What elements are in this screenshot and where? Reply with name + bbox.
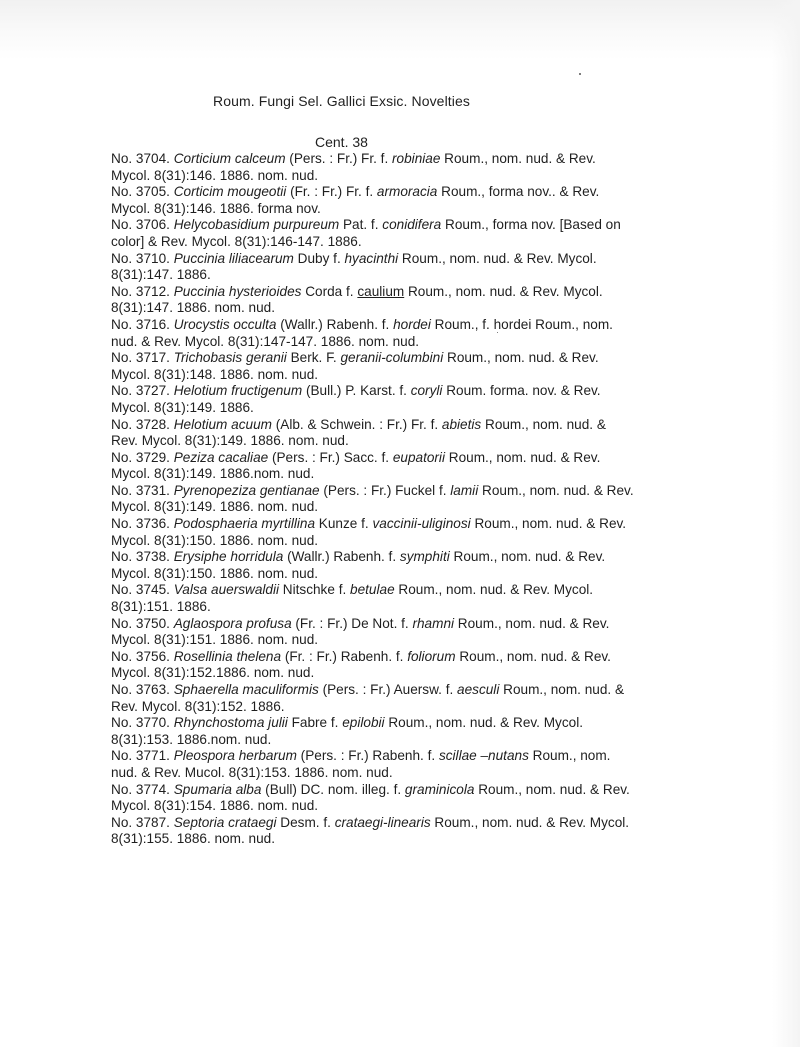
- entry-line-1: [111, 383, 711, 400]
- species-name: Sphaerella maculiformis: [173, 682, 319, 697]
- entry-line-2: Mycol. 8(31):151. 1886. nom. nud.: [111, 632, 319, 648]
- form-name: symphiti: [399, 549, 450, 565]
- form-name: aesculi: [457, 682, 500, 697]
- form-name: betulae: [350, 582, 395, 598]
- form-name: hordei: [393, 316, 431, 332]
- authority-text: Duby f.: [293, 250, 345, 266]
- authority-text: Corda f.: [301, 283, 358, 299]
- authority-text: (Wallr.) Rabenh. f.: [276, 316, 394, 332]
- entry-item: [111, 184, 711, 217]
- entry-number: No. 3710.: [111, 250, 174, 266]
- form-name: eupatorii: [392, 449, 445, 465]
- entry-number: No. 3770.: [111, 715, 174, 731]
- authority-text: Desm. f.: [276, 814, 335, 830]
- entry-item: [111, 582, 711, 615]
- citation-text: Roum., nom. nud. & Rev.: [454, 615, 610, 631]
- species-name: Erysiphe horridula: [173, 549, 284, 565]
- citation-text: Roum., forma nov.. & Rev.: [437, 184, 600, 200]
- citation-text: Roum., nom. nud. & Rev.: [470, 516, 627, 532]
- entry-item: [111, 815, 711, 848]
- species-name: Rosellinia thelena: [173, 648, 282, 664]
- entry-line-1: [111, 582, 711, 599]
- form-name: scillae –nutans: [438, 748, 529, 764]
- scan-shadow-top: [0, 0, 800, 60]
- species-name: Valsa auerswaldii: [173, 582, 280, 598]
- century-heading: Cent. 38: [315, 134, 368, 150]
- entry-line-1: [111, 350, 711, 367]
- form-name: armoracia: [376, 184, 438, 200]
- authority-text: (Alb. & Schwein. : Fr.) Fr. f.: [271, 416, 442, 432]
- entry-number: No. 3731.: [111, 482, 174, 498]
- form-name: abietis: [441, 416, 482, 432]
- form-name: foliorum: [407, 648, 456, 664]
- entry-line-2: 8(31):153. 1886.nom. nud.: [111, 731, 272, 747]
- citation-text: Roum., f. hordei Roum., nom.: [430, 316, 613, 332]
- entry-line-2: Mycol. 8(31):148. 1886. nom. nud.: [111, 366, 319, 382]
- entry-line-1: [111, 815, 711, 832]
- entry-number: No. 3774.: [111, 781, 174, 797]
- entry-number: No. 3729.: [111, 449, 174, 465]
- entry-line-2: Mycol. 8(31):146. 1886. nom. nud.: [111, 167, 319, 183]
- form-name: lamii: [450, 482, 479, 498]
- entry-number: No. 3763.: [111, 682, 174, 697]
- entry-item: [111, 516, 711, 549]
- species-name: Pyrenopeziza gentianae: [173, 482, 320, 498]
- entry-item: [111, 217, 711, 250]
- citation-text: Roum., forma nov. [Based on: [441, 217, 621, 233]
- form-name: conidifera: [382, 217, 442, 233]
- entry-line-1: [111, 516, 711, 533]
- entry-list: [111, 151, 711, 848]
- entry-number: No. 3728.: [111, 416, 174, 432]
- scan-speck: [579, 73, 581, 75]
- entry-line-2: Mycol. 8(31):146. 1886. forma nov.: [111, 200, 321, 216]
- entry-line-2: 8(31):151. 1886.: [111, 599, 211, 615]
- entry-item: [111, 317, 711, 350]
- entry-number: No. 3787.: [111, 814, 174, 830]
- entry-item: [111, 251, 711, 284]
- citation-text: Roum., nom. nud. & Rev. Mycol.: [398, 250, 597, 266]
- entry-number: No. 3745.: [111, 582, 174, 598]
- species-name: Trichobasis geranii: [173, 350, 287, 366]
- authority-text: (Pers. : Fr.) Rabenh. f.: [296, 748, 439, 764]
- species-name: Helotium fructigenum: [173, 383, 303, 399]
- entry-number: No. 3706.: [111, 217, 174, 233]
- form-name: hyacinthi: [344, 250, 399, 266]
- citation-text: Roum., nom. nud. & Rev. Mycol.: [384, 715, 583, 731]
- citation-text: Roum., nom. nud. & Rev.: [444, 449, 601, 465]
- entry-item: [111, 350, 711, 383]
- entry-item: [111, 616, 711, 649]
- species-name: Aglaospora profusa: [173, 615, 292, 631]
- entry-line-1: [111, 417, 711, 434]
- form-name: graminicola: [404, 781, 475, 797]
- citation-text: Roum. forma. nov. & Rev.: [442, 383, 601, 399]
- authority-text: (Pers. : Fr.) Sacc. f.: [268, 449, 393, 465]
- form-name: epilobii: [342, 715, 385, 731]
- entry-item: [111, 682, 711, 715]
- entry-item: [111, 715, 711, 748]
- form-name: coryli: [410, 383, 443, 399]
- entry-number: No. 3738.: [111, 549, 174, 565]
- species-name: Podosphaeria myrtillina: [173, 516, 316, 532]
- citation-text: Roum., nom. nud. & Rev.: [449, 549, 606, 565]
- authority-text: Pat. f.: [339, 217, 383, 233]
- entry-line-1: [111, 682, 711, 699]
- form-name: caulium: [357, 283, 405, 299]
- authority-text: Fabre f.: [287, 715, 343, 731]
- entry-line-1: [111, 782, 711, 799]
- entry-line-2: color] & Rev. Mycol. 8(31):146-147. 1886.: [111, 233, 362, 249]
- citation-text: Roum., nom. nud. & Rev.: [474, 781, 630, 797]
- entry-line-2: Mycol. 8(31):154. 1886. nom. nud.: [111, 798, 319, 814]
- species-name: Corticim mougeotii: [173, 184, 287, 200]
- entry-number: No. 3756.: [111, 648, 174, 664]
- citation-text: Roum., nom. nud. & Rev.: [478, 482, 634, 498]
- citation-text: Roum., nom. nud. & Rev.: [455, 648, 611, 664]
- entry-line-2: 8(31):147. 1886.: [111, 267, 211, 283]
- authority-text: (Fr. : Fr.) Rabenh. f.: [281, 648, 408, 664]
- entry-item: [111, 782, 711, 815]
- authority-text: (Pers. : Fr.) Fuckel f.: [319, 482, 451, 498]
- citation-text: Roum., nom. nud. & Rev.: [440, 151, 596, 166]
- species-name: Urocystis occulta: [173, 316, 277, 332]
- entry-number: No. 3705.: [111, 184, 174, 200]
- document-title: Roum. Fungi Sel. Gallici Exsic. Novelties: [213, 93, 470, 109]
- entry-line-1: [111, 649, 711, 666]
- citation-text: Roum., nom.: [528, 748, 611, 764]
- entry-item: [111, 151, 711, 184]
- authority-text: (Pers. : Fr.) Auersw. f.: [318, 682, 458, 697]
- entry-line-1: [111, 284, 711, 301]
- entry-number: No. 3771.: [111, 748, 174, 764]
- entry-number: No. 3704.: [111, 151, 174, 166]
- species-name: Puccinia liliacearum: [173, 250, 294, 266]
- species-name: Helotium acuum: [173, 416, 272, 432]
- citation-text: Roum., nom. nud. &: [481, 416, 606, 432]
- authority-text: Berk. F.: [286, 350, 341, 366]
- entry-line-2: nud. & Rev. Mycol. 8(31):147-147. 1886. nom. nud.: [111, 333, 420, 349]
- entry-line-2: Mycol. 8(31):150. 1886. nom. nud.: [111, 565, 319, 581]
- species-name: Puccinia hysterioides: [173, 283, 302, 299]
- entry-line-1: [111, 748, 711, 765]
- entry-line-2: Mycol. 8(31):149. 1886.: [111, 399, 254, 415]
- entry-line-1: [111, 616, 711, 633]
- species-name: Peziza cacaliae: [173, 449, 269, 465]
- authority-text: (Fr. : Fr.) Fr. f.: [286, 184, 377, 200]
- entry-line-1: [111, 317, 711, 334]
- entry-number: No. 3736.: [111, 516, 174, 532]
- entry-number: No. 3712.: [111, 283, 174, 299]
- entry-line-2: Rev. Mycol. 8(31):152. 1886.: [111, 698, 285, 714]
- authority-text: Kunze f.: [315, 516, 373, 532]
- scan-shadow-right: [772, 0, 800, 1047]
- entry-item: [111, 383, 711, 416]
- authority-text: (Fr. : Fr.) De Not. f.: [291, 615, 413, 631]
- entry-line-1: [111, 450, 711, 467]
- entry-item: [111, 483, 711, 516]
- species-name: Spumaria alba: [173, 781, 262, 797]
- entry-line-2: Mycol. 8(31):149. 1886. nom. nud.: [111, 499, 319, 515]
- form-name: robiniae: [392, 151, 441, 166]
- citation-text: Roum., nom. nud. & Rev. Mycol.: [430, 814, 630, 830]
- species-name: Corticium calceum: [173, 151, 286, 166]
- entry-item: [111, 450, 711, 483]
- entry-number: No. 3727.: [111, 383, 174, 399]
- species-name: Septoria crataegi: [173, 814, 277, 830]
- citation-text: Roum., nom. nud. & Rev. Mycol.: [404, 283, 603, 299]
- species-name: Pleospora herbarum: [173, 748, 297, 764]
- entry-line-2: Rev. Mycol. 8(31):149. 1886. nom. nud.: [111, 433, 349, 449]
- entry-line-2: nud. & Rev. Mucol. 8(31):153. 1886. nom. nud.: [111, 764, 393, 780]
- entry-line-1: [111, 715, 711, 732]
- entry-line-1: [111, 151, 711, 168]
- entry-item: [111, 748, 711, 781]
- entry-item: [111, 284, 711, 317]
- entry-line-2: Mycol. 8(31):152.1886. nom. nud.: [111, 665, 315, 681]
- authority-text: (Pers. : Fr.) Fr. f.: [285, 151, 393, 166]
- entry-line-1: [111, 184, 711, 201]
- entry-number: No. 3717.: [111, 350, 174, 366]
- entry-number: No. 3750.: [111, 615, 174, 631]
- citation-text: Roum., nom. nud. & Rev. Mycol.: [394, 582, 594, 598]
- entry-number: No. 3716.: [111, 316, 174, 332]
- form-name: crataegi-linearis: [334, 814, 431, 830]
- authority-text: (Bull) DC. nom. illeg. f.: [261, 781, 405, 797]
- entry-line-1: [111, 217, 711, 234]
- entry-line-2: Mycol. 8(31):149. 1886.nom. nud.: [111, 466, 315, 482]
- entry-line-1: [111, 251, 711, 268]
- entry-line-2: Mycol. 8(31):150. 1886. nom. nud.: [111, 532, 319, 548]
- species-name: Rhynchostoma julii: [173, 715, 288, 731]
- species-name: Helycobasidium purpureum: [173, 217, 340, 233]
- authority-text: Nitschke f.: [279, 582, 351, 598]
- form-name: geranii-columbini: [340, 350, 444, 366]
- entry-line-2: 8(31):155. 1886. nom. nud.: [111, 831, 275, 847]
- citation-text: Roum., nom. nud. & Rev.: [443, 350, 599, 366]
- form-name: rhamni: [412, 615, 455, 631]
- entry-line-2: 8(31):147. 1886. nom. nud.: [111, 300, 275, 316]
- entry-line-1: [111, 483, 711, 500]
- entry-line-1: [111, 549, 711, 566]
- entry-item: [111, 417, 711, 450]
- entry-item: [111, 549, 711, 582]
- form-name: vaccinii-uliginosi: [372, 516, 471, 532]
- entry-item: [111, 649, 711, 682]
- authority-text: (Bull.) P. Karst. f.: [302, 383, 411, 399]
- authority-text: (Wallr.) Rabenh. f.: [283, 549, 400, 565]
- citation-text: Roum., nom. nud. &: [499, 682, 625, 697]
